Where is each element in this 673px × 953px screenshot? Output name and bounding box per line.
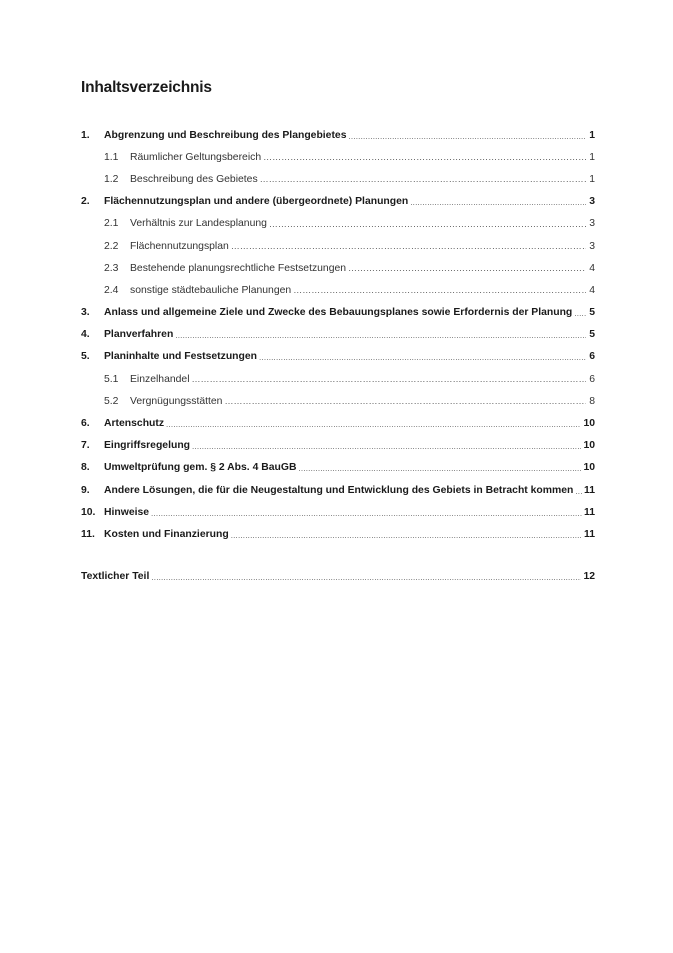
toc-entry-1-2[interactable] (81, 168, 595, 190)
toc-leader (260, 174, 586, 184)
toc-page-number: 5 (589, 329, 595, 341)
toc-entry-5[interactable] (81, 346, 595, 368)
toc-page-number: 3 (589, 196, 595, 208)
toc-entry-2-1[interactable] (81, 213, 595, 235)
toc-number: 2. (81, 196, 90, 208)
toc-entry-10[interactable] (81, 501, 595, 523)
toc-leader (175, 331, 586, 340)
toc-leader (166, 420, 581, 429)
toc-leader (231, 241, 586, 251)
toc-entry-textlicher-teil[interactable] (81, 566, 595, 588)
toc-entry-8[interactable] (81, 457, 595, 479)
toc-label: Planinhalte und Festsetzungen (104, 351, 257, 363)
toc-number: 7. (81, 440, 90, 452)
toc-page-number: 1 (589, 151, 595, 163)
toc-title: Inhaltsverzeichnis (81, 79, 212, 96)
toc-page-number: 5 (589, 307, 595, 319)
toc-label: Einzelhandel (130, 373, 190, 385)
toc-label: Abgrenzung und Beschreibung des Plangebietes (104, 129, 347, 141)
toc-label: Hinweise (104, 506, 150, 518)
toc-leader (151, 573, 581, 582)
toc-label: Textlicher Teil (81, 571, 150, 583)
toc-leader (574, 309, 586, 318)
toc-spacer (81, 546, 595, 566)
toc-entry-1[interactable] (81, 124, 595, 146)
toc-number: 8. (81, 462, 90, 474)
toc-page-number: 1 (589, 129, 595, 141)
toc-entry-1-1[interactable] (81, 146, 595, 168)
toc-page-number: 11 (584, 484, 595, 496)
toc-leader (231, 531, 582, 540)
toc-leader (293, 285, 586, 295)
toc-number: 1.1 (104, 151, 119, 163)
toc-number: 4. (81, 329, 90, 341)
toc-number: 5.2 (104, 395, 119, 407)
toc-entry-4[interactable] (81, 324, 595, 346)
toc-leader (192, 374, 586, 384)
toc-page-number: 8 (589, 395, 595, 407)
toc-number: 5.1 (104, 373, 119, 385)
toc-label: Andere Lösungen, die für die Neugestaltung und Entwicklung des Gebiets in Betracht kommen (104, 484, 574, 496)
toc-entry-2-3[interactable] (81, 257, 595, 279)
toc-label: Artenschutz (104, 418, 165, 430)
toc-leader (192, 442, 581, 451)
toc-number: 10. (81, 506, 96, 518)
toc-page-number: 11 (584, 506, 595, 518)
toc-leader (259, 353, 586, 362)
toc-entry-5-1[interactable] (81, 368, 595, 390)
toc-leader (269, 219, 586, 229)
toc-label: Kosten und Finanzierung (104, 528, 229, 540)
toc-page-number: 10 (583, 440, 595, 452)
toc-number: 5. (81, 351, 90, 363)
toc-leader (151, 509, 582, 518)
toc-label: sonstige städtebauliche Planungen (130, 284, 292, 296)
toc-number: 2.3 (104, 262, 119, 274)
toc-entry-3[interactable] (81, 302, 595, 324)
toc-entry-2[interactable] (81, 191, 595, 213)
toc-number: 2.2 (104, 240, 119, 252)
table-of-contents (81, 124, 595, 588)
toc-page-number: 12 (583, 571, 595, 583)
toc-page-number: 10 (583, 418, 595, 430)
toc-number: 9. (81, 484, 90, 496)
toc-page-number: 6 (589, 351, 595, 363)
toc-page-number: 1 (589, 173, 595, 185)
toc-entry-6[interactable] (81, 412, 595, 434)
toc-page-number: 3 (589, 240, 595, 252)
toc-label: Bestehende planungsrechtliche Festsetzungen (130, 262, 347, 274)
toc-label: Flächennutzungsplan und andere (übergeordnete) Planungen (104, 196, 409, 208)
toc-label: Umweltprüfung gem. § 2 Abs. 4 BauGB (104, 462, 297, 474)
toc-number: 2.1 (104, 218, 119, 230)
toc-entry-11[interactable] (81, 523, 595, 545)
toc-label: Planverfahren (104, 329, 174, 341)
toc-label: Vergnügungsstätten (130, 395, 223, 407)
toc-page-number: 3 (589, 218, 595, 230)
toc-page-number: 11 (584, 528, 595, 540)
toc-entry-2-2[interactable] (81, 235, 595, 257)
toc-entry-9[interactable] (81, 479, 595, 501)
toc-label: Flächennutzungsplan (130, 240, 229, 252)
toc-label: Eingriffsregelung (104, 440, 191, 452)
toc-label: Anlass und allgemeine Ziele und Zwecke des Bebauungsplanes sowie Erfordernis der Planung (104, 307, 573, 319)
toc-page-number: 4 (589, 284, 595, 296)
toc-leader (263, 152, 586, 162)
toc-label: Verhältnis zur Landesplanung (130, 218, 267, 230)
toc-number: 1. (81, 129, 90, 141)
toc-entry-7[interactable] (81, 435, 595, 457)
toc-number: 11. (81, 528, 95, 540)
toc-number: 1.2 (104, 173, 119, 185)
toc-leader (348, 263, 586, 273)
toc-leader (348, 132, 586, 141)
toc-number: 3. (81, 307, 90, 319)
toc-number: 6. (81, 418, 90, 430)
toc-leader (298, 464, 581, 473)
toc-page-number: 10 (583, 462, 595, 474)
toc-leader (575, 487, 582, 496)
toc-entry-2-4[interactable] (81, 279, 595, 301)
toc-leader (410, 198, 586, 207)
toc-leader (224, 396, 586, 406)
toc-page-number: 6 (589, 373, 595, 385)
toc-label: Räumlicher Geltungsbereich (130, 151, 262, 163)
toc-page-number: 4 (589, 262, 595, 274)
toc-entry-5-2[interactable] (81, 390, 595, 412)
toc-label: Beschreibung des Gebietes (130, 173, 258, 185)
toc-number: 2.4 (104, 284, 119, 296)
